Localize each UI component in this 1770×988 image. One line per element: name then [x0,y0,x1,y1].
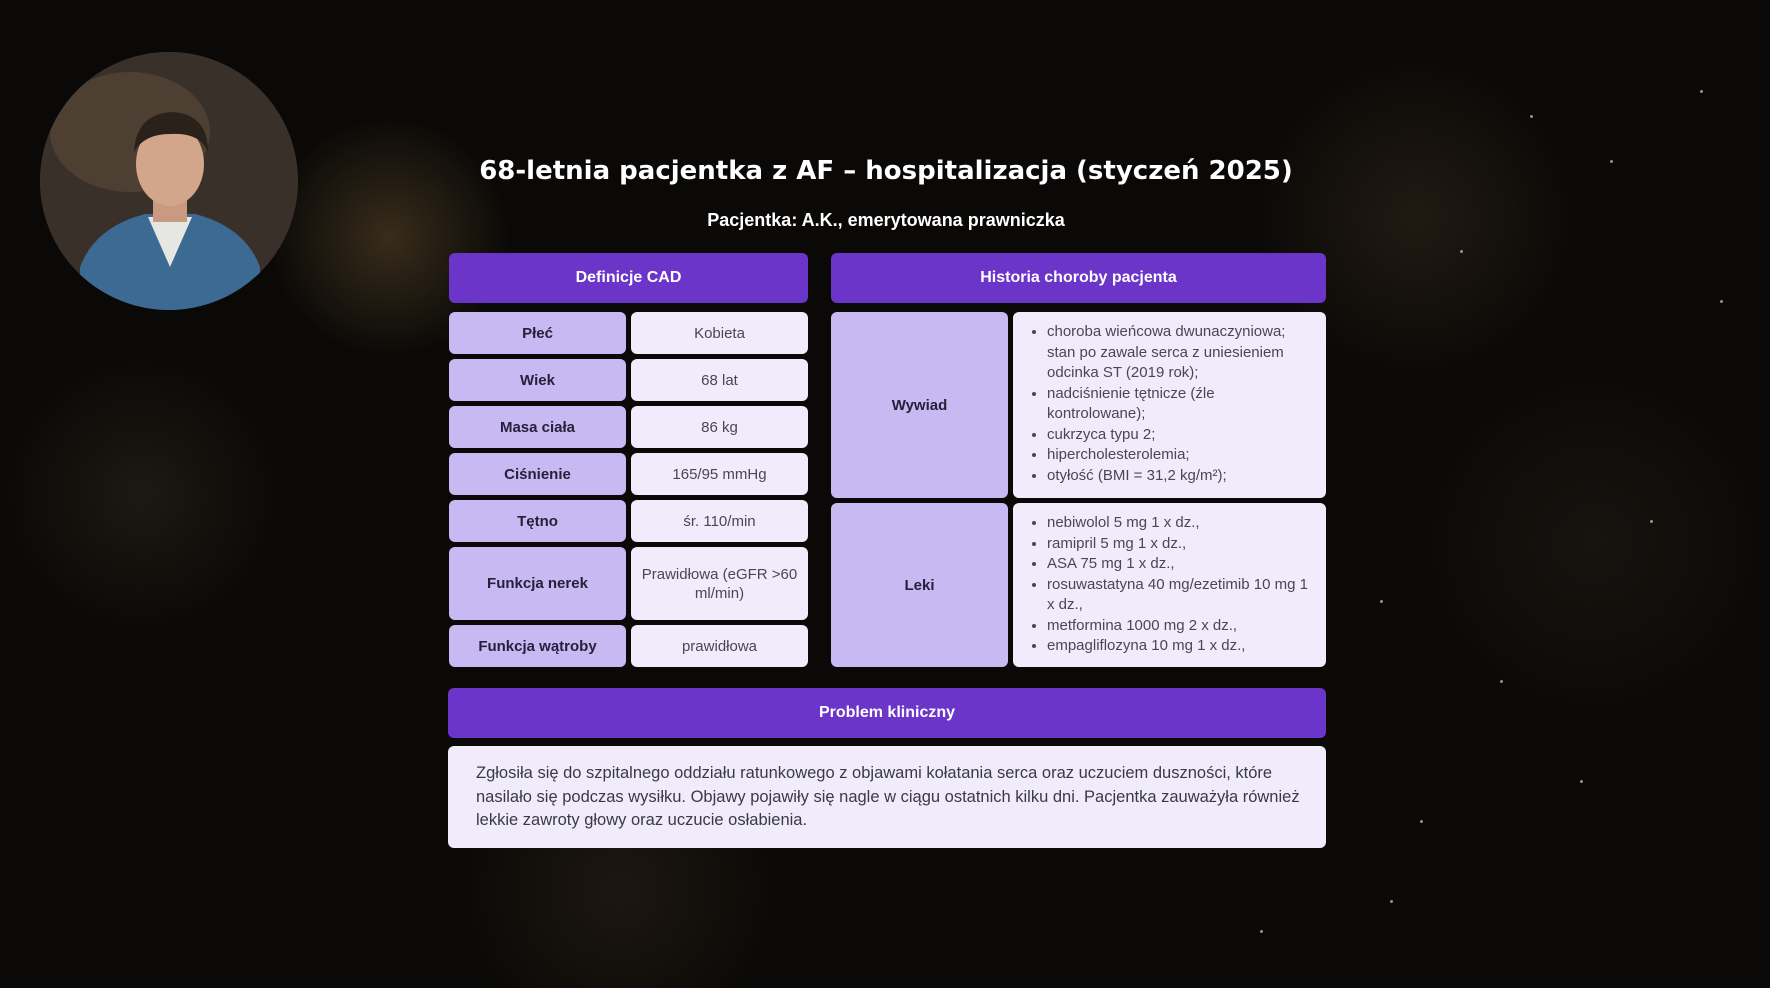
history-label-drugs: Leki [831,503,1008,667]
background-sparkle [1700,90,1703,93]
list-item: • ASA 75 mg 1 x dz., [1047,554,1316,575]
list-item: • metformina 1000 mg 2 x dz., [1047,616,1316,637]
background-sparkle [1530,115,1533,118]
cad-label-age: Wiek [449,359,626,401]
cad-label-sex: Płeć [449,312,626,354]
cad-value-sex: Kobieta [631,312,808,354]
background-sparkle [1610,160,1613,163]
background-sparkle [1650,520,1653,523]
background-sparkle [1260,930,1263,933]
slide-title: 68-letnia pacjentka z AF – hospitalizacja (styczeń 2025) [479,156,1293,186]
background-sparkle [1420,820,1423,823]
cad-label-pressure: Ciśnienie [449,453,626,495]
presenter-video-icon [40,52,298,310]
list-item: • rosuwastatyna 40 mg/ezetimib 10 mg 1 x dz., [1047,575,1316,616]
list-item: • otyłość (BMI = 31,2 kg/m²); [1047,466,1316,487]
list-item: • cukrzyca typu 2; [1047,425,1316,446]
cad-label-kidney: Funkcja nerek [449,547,626,620]
background-sparkle [1580,780,1583,783]
history-drugs-list [1013,503,1326,667]
background-sparkle [1720,300,1723,303]
list-item: • nebiwolol 5 mg 1 x dz., [1047,513,1316,534]
background-sparkle [1380,600,1383,603]
problem-text: Zgłosiła się do szpitalnego oddziału ratunkowego z objawami kołatania serca oraz uczuciem duszności, które nasilało się podczas wysiłku. Objawy pojawiły się nagle w ciągu ostatnich kilku dni. Pacjentka zauważyła również lekkie zawroty głowy oraz uczucie osłabienia. [448,746,1326,848]
background-sparkle [1460,250,1463,253]
cad-value-liver: prawidłowa [631,625,808,667]
cad-label-heart-rate: Tętno [449,500,626,542]
background-sparkle [1390,900,1393,903]
cad-value-heart-rate: śr. 110/min [631,500,808,542]
cad-table-header: Definicje CAD [449,253,808,303]
list-item: • empagliflozyna 10 mg 1 x dz., [1047,636,1316,657]
cad-value-kidney: Prawidłowa (eGFR >60 ml/min) [631,547,808,620]
history-interview-list [1013,312,1326,498]
problem-header: Problem kliniczny [448,688,1326,738]
list-item: • ramipril 5 mg 1 x dz., [1047,534,1316,555]
background-sparkle [1500,680,1503,683]
history-label-interview: Wywiad [831,312,1008,498]
cad-value-age: 68 lat [631,359,808,401]
history-table-header: Historia choroby pacjenta [831,253,1326,303]
presenter-avatar [40,52,298,310]
cad-value-pressure: 165/95 mmHg [631,453,808,495]
list-item: • choroba wieńcowa dwunaczyniowa; stan po zawale serca z uniesieniem odcinka ST (2019 rok); [1047,322,1316,384]
cad-label-liver: Funkcja wątroby [449,625,626,667]
list-item: • hipercholesterolemia; [1047,445,1316,466]
cad-value-weight: 86 kg [631,406,808,448]
cad-label-weight: Masa ciała [449,406,626,448]
slide-subtitle: Pacjentka: A.K., emerytowana prawniczka [707,210,1065,230]
list-item: • nadciśnienie tętnicze (źle kontrolowane); [1047,384,1316,425]
